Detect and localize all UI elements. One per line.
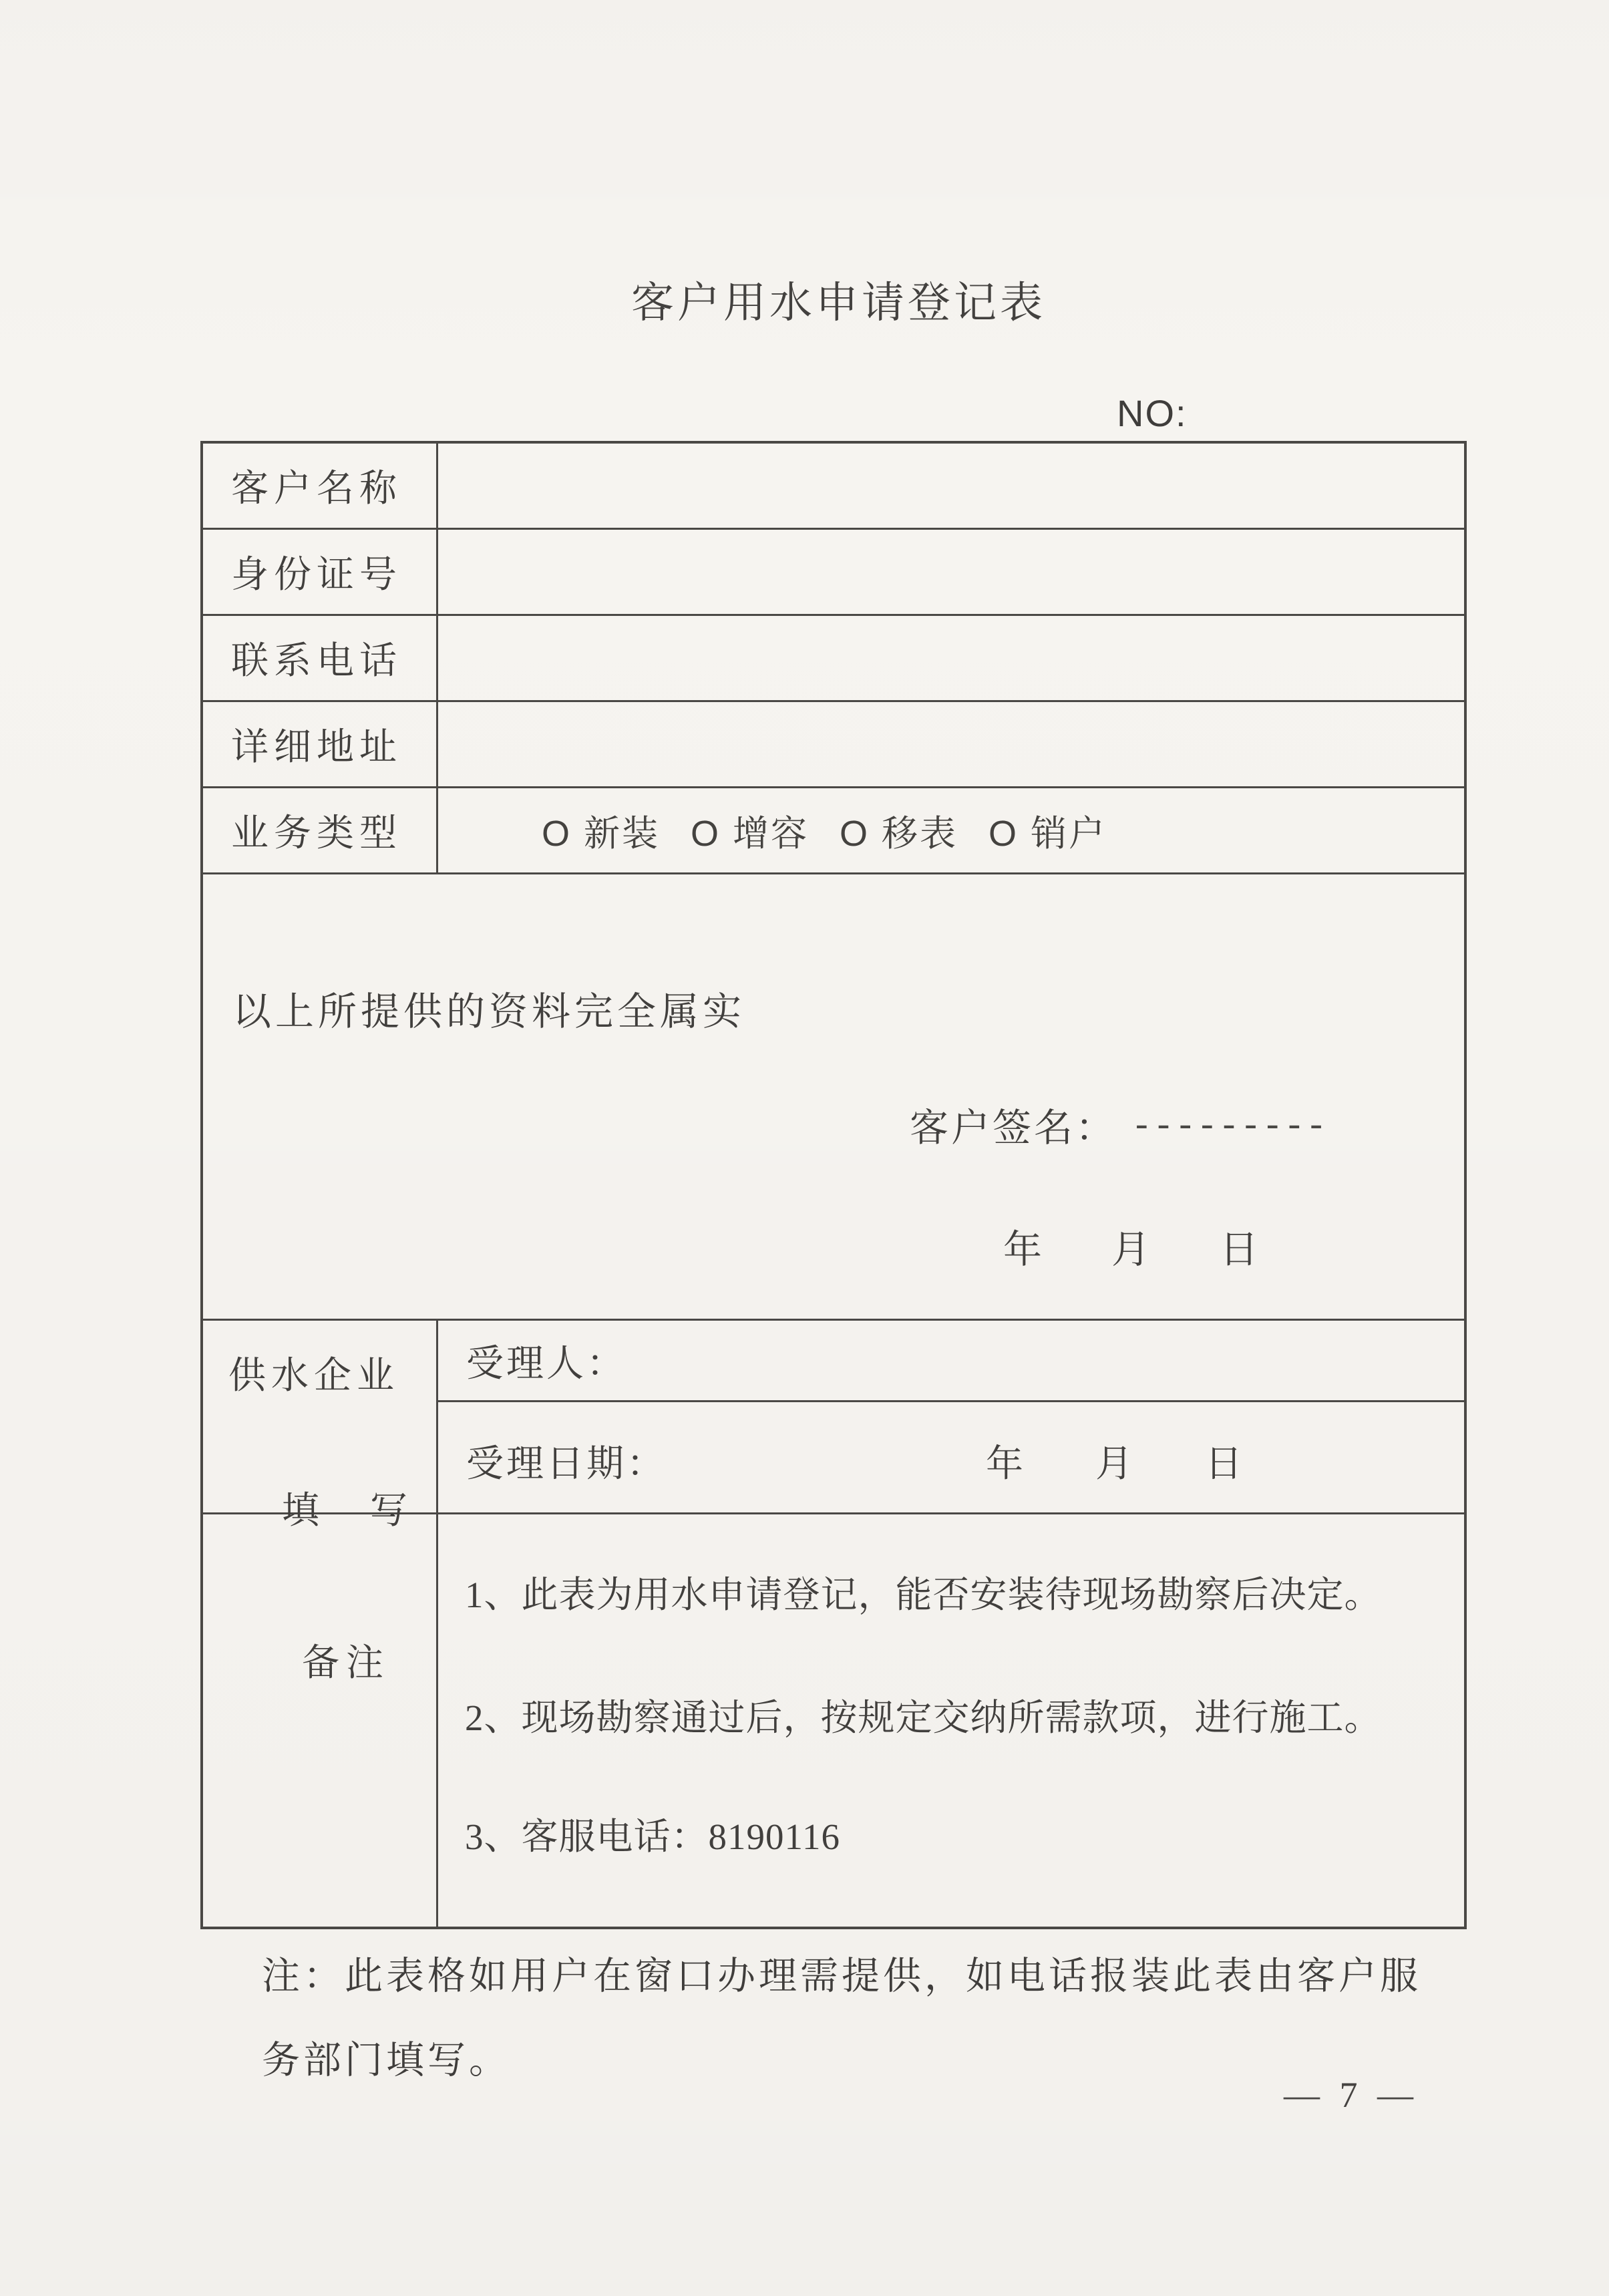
signature-line: --------- xyxy=(1135,1103,1332,1144)
remark-item-2: 2、现场勘察通过后，按规定交纳所需款项，进行施工。 xyxy=(465,1697,1382,1738)
table-row xyxy=(203,444,1464,530)
year-label: 年 xyxy=(1003,1228,1043,1271)
month-label: 月 xyxy=(1111,1228,1151,1271)
company-label-line2: 填 写 xyxy=(282,1490,414,1532)
declaration-cell xyxy=(203,874,1464,1321)
declaration-statement: 以上所提供的资料完全属实 xyxy=(232,990,746,1033)
registration-table xyxy=(200,441,1467,1929)
remarks-label: 备注 xyxy=(302,1643,390,1684)
option-capacity-increase: O 增容 xyxy=(691,813,810,854)
customer-signature-label: 客户签名： xyxy=(910,1106,1117,1150)
option-circle-icon: O xyxy=(542,813,572,854)
remark-item-1: 1、此表为用水申请登记，能否安装待现场勘察后决定。 xyxy=(465,1575,1382,1615)
address-label: 详细地址 xyxy=(203,702,438,786)
acceptor-label: 受理人： xyxy=(466,1343,627,1385)
customer-date-row xyxy=(1003,1218,1258,1274)
business-type-options xyxy=(438,788,1464,872)
id-number-field xyxy=(438,530,1464,614)
business-type-label: 业务类型 xyxy=(203,788,438,872)
id-number-label: 身份证号 xyxy=(203,530,438,614)
customer-signature-row xyxy=(910,1096,1332,1152)
acceptor-row xyxy=(438,1321,1464,1402)
day-label: 日 xyxy=(1205,1444,1242,1485)
company-fill-label-cell xyxy=(203,1321,438,1532)
option-circle-icon: O xyxy=(989,813,1019,854)
contact-phone-label-row xyxy=(203,616,1464,702)
option-circle-icon: O xyxy=(691,813,721,854)
option-meter-relocation: O 移表 xyxy=(840,813,958,854)
accept-date-row xyxy=(438,1402,1464,1512)
form-title: 客户用水申请登记表 xyxy=(631,279,1046,327)
day-label: 日 xyxy=(1220,1228,1259,1271)
contact-phone-field xyxy=(438,616,1464,700)
serial-number-label: NO: xyxy=(1117,392,1188,434)
remark-item-3: 3、客服电话：8190116 xyxy=(465,1816,840,1857)
table-row xyxy=(203,530,1464,616)
option-circle-icon: O xyxy=(840,813,870,854)
footnote-line1: 注：此表格如用户在窗口办理需提供，如电话报装此表由客户服 xyxy=(262,1955,1421,1997)
business-type-row xyxy=(203,788,1464,874)
company-fill-section xyxy=(203,1321,1464,1532)
option-new-install: O 新装 xyxy=(542,813,661,854)
table-row xyxy=(203,702,1464,788)
customer-name-label: 客户名称 xyxy=(203,444,438,528)
footnote-line2: 务部门填写。 xyxy=(262,2039,510,2082)
remarks-label-cell xyxy=(203,1514,438,1927)
remarks-body xyxy=(438,1514,1464,1927)
company-fill-fields xyxy=(438,1321,1464,1512)
year-label: 年 xyxy=(986,1444,1023,1485)
contact-phone-label: 联系电话 xyxy=(203,616,438,700)
address-field xyxy=(438,702,1464,786)
remarks-section xyxy=(203,1514,1464,1927)
customer-name-field xyxy=(438,444,1464,528)
page-number: — 7 — xyxy=(1284,2075,1419,2115)
accept-date-ymd xyxy=(986,1434,1242,1488)
month-label: 月 xyxy=(1095,1444,1133,1485)
accept-date-label: 受理日期： xyxy=(466,1444,667,1485)
company-label-line1: 供水企业 xyxy=(228,1355,399,1397)
option-account-closure: O 销户 xyxy=(989,813,1107,854)
